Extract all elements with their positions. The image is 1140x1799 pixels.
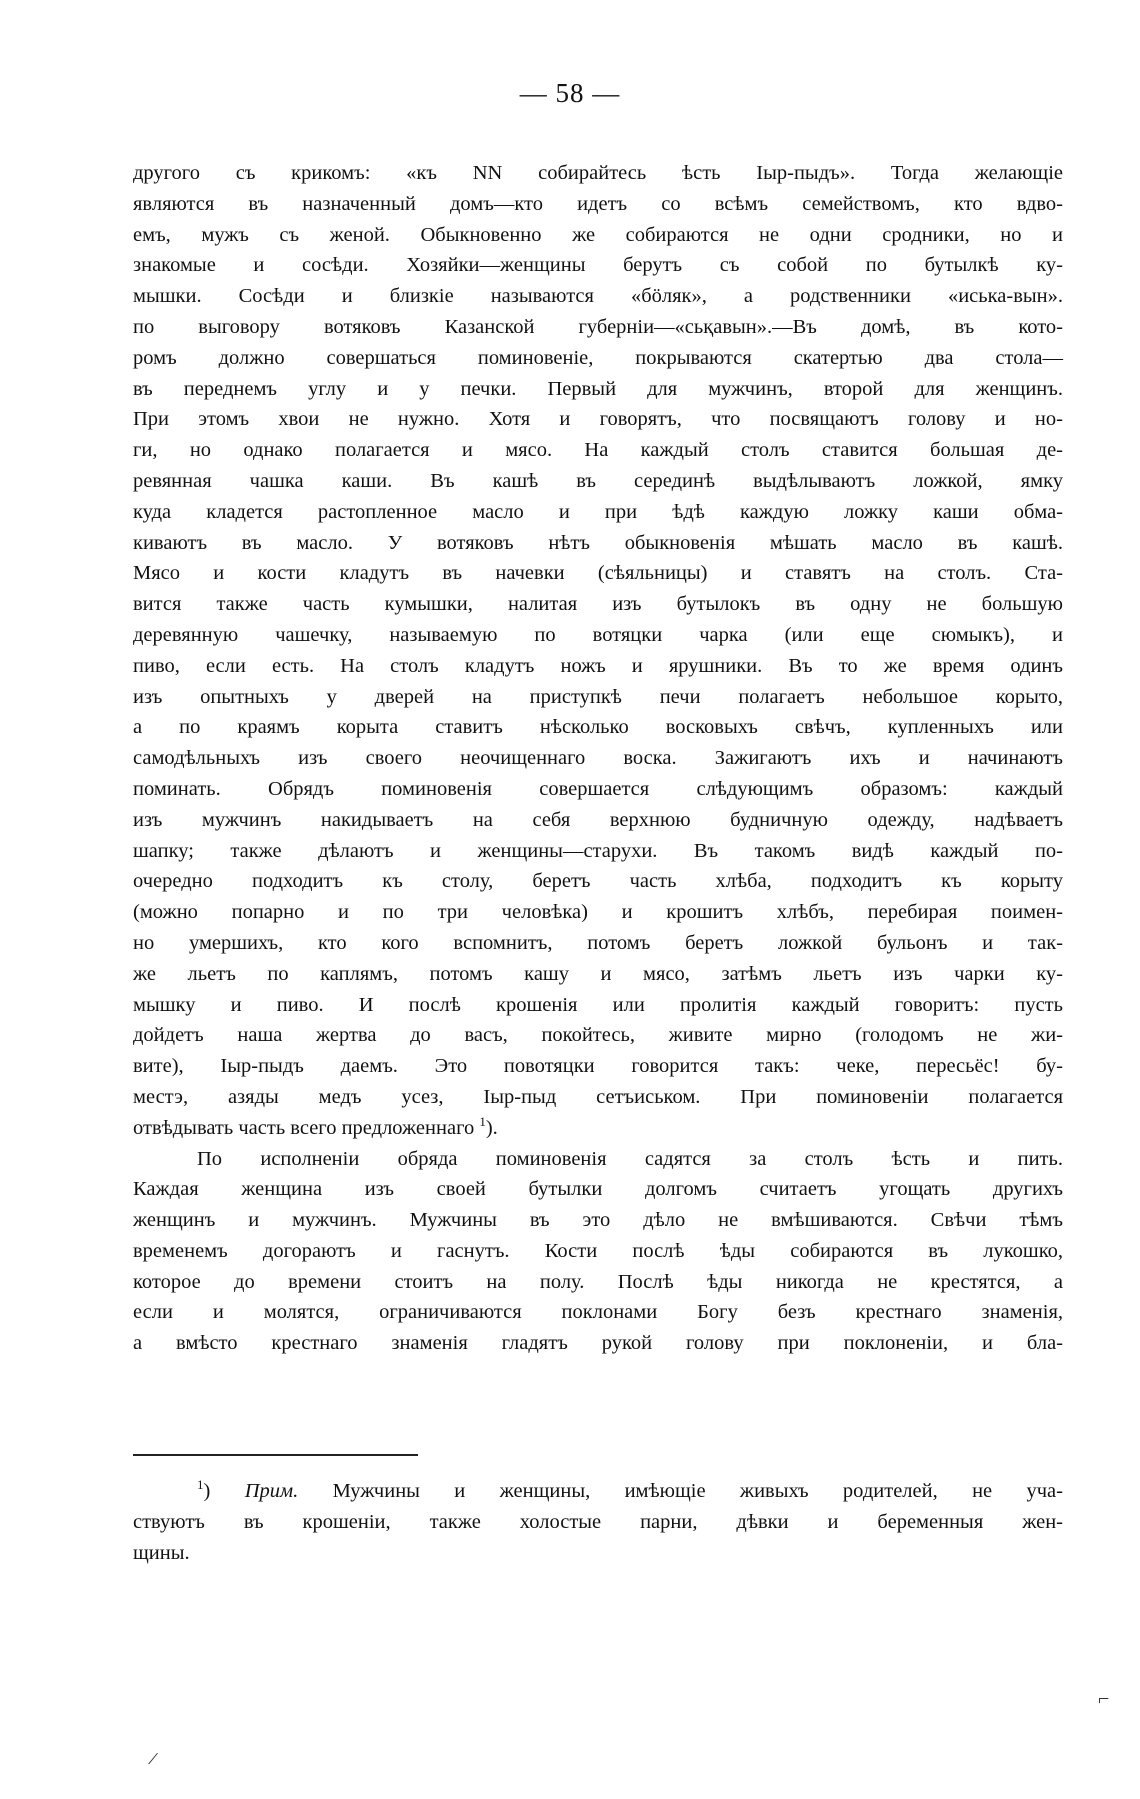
text-line: временемъ догораютъ и гаснутъ. Кости послѣ ѣды собираются въ лукошко, [133,1239,1063,1262]
text-line: При этомъ хвои не нужно. Хотя и говорятъ, что посвящаютъ голову и но- [133,408,1063,431]
page-number: — 58 — [519,78,621,108]
text-line: вите), Іыр-пыдъ даемъ. Это повотяцки говорится такъ: чеке, пересьёс! бу- [133,1055,1063,1078]
text-line: но умершихъ, кто кого вспомнитъ, потомъ беретъ ложкой бульонъ и так- [133,931,1063,954]
text-line: киваютъ въ масло. У вотяковъ нѣтъ обыкновенія мѣшать масло въ кашѣ. [133,531,1063,554]
text-line: ги, но однако полагается и мясо. На каждый столъ ставится большая де- [133,439,1063,462]
scan-speck: / [146,1747,160,1771]
text-line: знакомые и сосѣди. Хозяйки—женщины берутъ съ собой по бутылкѣ ку- [133,254,1063,277]
text-line: по выговору вотяковъ Казанской губерніи—«сьқавын».—Въ домѣ, въ кото- [133,315,1063,338]
text-line: куда кладется растопленное масло и при ѣдѣ каждую ложку каши обма- [133,500,1063,523]
text-fragment: отвѣдывать часть всего предложеннаго [133,1116,475,1139]
text-line: шапку; также дѣлаютъ и женщины—старухи. Въ такомъ видѣ каждый по- [133,839,1063,862]
text-line: а вмѣсто крестнаго знаменія гладятъ рукой голову при поклоненіи, и бла- [133,1332,1063,1355]
footnote-paren: ) [203,1480,211,1502]
text-line: поминать. Обрядъ поминовенія совершается слѣдующимъ образомъ: каждый [133,777,1063,800]
text-line: же льетъ по каплямъ, потомъ кашу и мясо, затѣмъ льетъ изъ чарки ку- [133,962,1063,985]
text-line [133,1113,1063,1144]
text-line: изъ мужчинъ накидываетъ на себя верхнюю будничную одежду, надѣваетъ [133,808,1063,831]
text-line: женщинъ и мужчинъ. Мужчины въ это дѣло не вмѣшиваются. Свѣчи тѣмъ [133,1209,1063,1232]
paragraph-first-line: По исполненіи обряда поминовенія садятся за столъ ѣсть и пить. [197,1147,1063,1170]
text-line: самодѣльныхъ изъ своего неочищеннаго воска. Зажигаютъ ихъ и начинаютъ [133,747,1063,770]
text-line: если и молятся, ограничиваются поклонами Богу безъ крестнаго знаменія, [133,1301,1063,1324]
text-line: изъ опытныхъ у дверей на приступкѣ печи полагаетъ небольшое корыто, [133,685,1063,708]
text-fragment: ). [485,1116,498,1139]
footnote-line: ствуютъ въ крошеніи, также холостые парни, дѣвки и беременныя жен- [133,1511,1063,1533]
footnote-line [133,1476,1063,1507]
text-line: ромъ должно совершаться поминовеніе, покрываются скатертью два стола— [133,346,1063,369]
text-line: являются въ назначенный домъ—кто идетъ со всѣмъ семействомъ, кто вдво- [133,192,1063,215]
text-line: мышки. Сосѣди и близкіе называются «бӧляк», а родственники «иська-вын». [133,285,1063,308]
footnote-text: Мужчины и женщины, имѣющіе живыхъ родителей, не уча- [332,1480,1063,1502]
text-line: деревянную чашечку, называемую по вотяцки чарка (или еще сюмыкъ), и [133,623,1063,646]
footnote-divider [133,1454,418,1456]
text-line: Мясо и кости кладутъ въ начевки (сѣяльницы) и ставятъ на столъ. Ста- [133,562,1063,585]
text-line: емъ, мужъ съ женой. Обыкновенно же собираются не одни сродники, но и [133,223,1063,246]
text-line: ревянная чашка каши. Въ кашѣ въ серединѣ выдѣлываютъ ложкой, ямку [133,469,1063,492]
text-line: вится также часть кумышки, налитая изъ бутылокъ въ одну не большую [133,593,1063,616]
text-line: Каждая женщина изъ своей бутылки долгомъ считаетъ угощать другихъ [133,1178,1063,1201]
text-line: которое до времени стоитъ на полу. Послѣ ѣды никогда не крестятся, а [133,1270,1063,1293]
footnote-label: Прим. [244,1480,299,1502]
text-line: мышку и пиво. И послѣ крошенія или пролитія каждый говоритъ: пусть [133,993,1063,1016]
text-line: местэ, азяды медъ усез, Іыр-пыд сетъиськом. При поминовеніи полагается [133,1085,1063,1108]
text-line: (можно попарно и по три человѣка) и крошитъ хлѣбъ, перебирая поимен- [133,901,1063,924]
text-line: очередно подходитъ къ столу, беретъ часть хлѣба, подходитъ къ корыту [133,870,1063,893]
footnote-marker: 1 [197,1477,204,1492]
text-line: дойдетъ наша жертва до васъ, покойтесь, живите мирно (голодомъ не жи- [133,1024,1063,1047]
text-line: въ переднемъ углу и у печки. Первый для мужчинъ, второй для женщинъ. [133,377,1063,400]
footnote-reference: 1 [479,1113,486,1129]
text-line: другого съ крикомъ: «къ NN собирайтесь ѣсть Іыр-пыдъ». Тогда желающіе [133,162,1063,184]
footnote [133,1476,1063,1569]
footnote-line: щины. [133,1542,190,1564]
text-line: пиво, если есть. На столъ кладутъ ножъ и ярушники. Въ то же время одинъ [133,654,1063,677]
main-text [133,158,1063,1359]
text-line: а по краямъ корыта ставитъ нѣсколько восковыхъ свѣчъ, купленныхъ или [133,716,1063,739]
scan-speck: ⌐ [1098,1688,1110,1710]
